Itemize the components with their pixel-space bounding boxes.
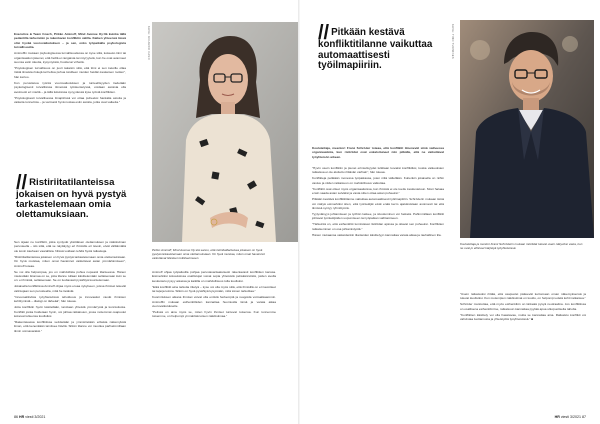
issue-label-right: viesti 3/2021 [560,415,581,419]
photo-credit-left: KUVA: RICARDO CANO [147,26,150,60]
body-paragraph: Hänen mukaansa vaikeidenkin tilanteiden käsittelyyn kannattaa varata aikaa ja rauhallinen tila. [312,232,442,237]
body-paragraph: Kuormituksen aikana ihmiset voivat olla entistä herkempiä ja reagoida voimakkaammin. Aminoffin mukaan esihenkilöiden kannattaa huomioida tämä ja varata aikaa vuorovaikutukselle. [152,295,276,309]
body-paragraph: Konflikteja pelätään monessa työpaikassa, joten niitä vältellään. Kuitenkin jokaisella on niihin vastuu ja niiden ratkaisuun on mahdollisuus vaikuttaa. [312,176,444,185]
lead-text: Koulutettaja, meentori Franz Schröder toteaa, että konfliktit ilmenevät siinä vaiheessa organisaatiota, kun ristiriidat ovat eskaloituneet niin pitkälle, että ne vaikuttavat työyhteisön arkeen. [312,146,444,159]
footer-left [14,415,45,419]
intro-paragraph-4: Kun perustietoa työntä vuorovaikutuksen ja tunteellisyyden tiedetään psykologisesti turvallisissa tiimeissä työskentelyssä, voidaan asioista olla avoimesti eri mieltä – ja tällä lukuisissa syvyydessä kyse työstä konfliktien. [14,80,126,94]
body-paragraph: ”Hyvin usein konfliktin ja pienet erimielisyydet tulkitaan kovaksi konfliktiksi, koska vaikeuksien ratkaisua ei ole aloitettu riittävän varhain”, hän toteaa. [312,166,444,175]
body-paragraph: Se voi olla helpompaa, jos on mahdollista puhua nopeasti tilanteessa. Hänen mielestään ikiomaa on se, jotta tilanne tullaan käsittelemään sellaisenaan kuin se on: ei ihmistä, sellaisenaan. Se on luultavasti pysähtyä kuuntelemaan. [14,269,126,283]
body-paragraph: ”Eikä konfliktit aina tarkoita riitelyä – kyse voi olla myös siitä, että ihmisillä on eri tavoitteet tai tapoja toimia. Silloin on hyvä pysähtyä kysymään, mitä toinen tarkoittaa.” [152,284,276,294]
photo-caption-left: Pirkko Aminoff, Mind Avenue Oy:stä sanoo, että ristiriitatilanteissa jokaisen on hyvä pystyä tarkastelemaan omia olettamuksiaan. On hyvä muistaa, miten omat havainnot vaikuttavat tilanteen tulkitsemiseen. [152,248,265,260]
body-paragraph: ”Konfliktien käsittely voi olla haastavaa, mutta se kannattaa aina. Ratkaistu konflikti voi vahvistaa luottamusta ja yhteistyötä työyhteisössä.” ■ [460,312,586,322]
page-number-right: 87 [582,415,586,419]
portrait-illustration [460,20,594,238]
body-column-2 [152,270,276,320]
footer-right [555,415,586,419]
body-paragraph: ”Usein ratkaisuksi riittää, että osapuolet pääsevät kertomaan oman näkemyksensä ja tulevat kuulluiksi. Kun molempien näkökulmat on kuultu, on helpompi edetä kohti ratkaisua.” [460,292,586,301]
portrait-illustration [152,22,298,242]
right-page [300,0,600,424]
body-paragraph: Jokaisella konfliktissa Aminoff ohjaa myös eroaa nykyiseen, joissa ihmiset tekevät valintojaan sen perusteella, mitä he tietävät. [14,284,126,293]
photo-caption-right: Koulutettaja ja mentori Franz Schröderin mukaan ristiriidat tulevat usein näkyviksi vasta, kun ne ovat jo ehtineet kärjistyä työyhteisössä. [460,242,583,250]
intro-paragraph-1: Executive & Team Coach, Pirkko Aminoff, Mind Avenue Oy:llä kuinka tällä pedantilla tarkemmin ja rakentavan konfliktin valilla. Kaiken yhteensä tässä olisi hyvää vuorovaikutuksen – ja sen, onko työpaikalla psykologista turvallisuutta. [14,32,126,50]
right-body-column-1 [312,166,444,239]
body-paragraph: ”Pelissä on aina myös se, miten hyvin ihmiset tuntevat toisensa. Kun tunnemme toisemme, on helpompi ymmärtää toisen näkökulmaa.” [152,310,276,319]
intro-paragraph-5: ”Psykologisesti turvallisessa ilmapiirissä voi ottaa puheeksi hankalia asioita ja vaikeita tunnelmia – ja varmasti hyvä nostaa esiin asioita, jotka ovat vaikeita.” [14,95,126,105]
right-body-column-2 [460,292,586,323]
page-number-left: 86 [14,415,18,419]
left-pull-quote-text: Ristiriitatilanteissa jokaisen on hyvä pystyä tarkastelemaan omia olettamuksiaan. [16,177,127,221]
intro-column [14,32,126,106]
body-paragraph: ”Ristiriitatilanteissa jokaisen on hyvä pystyä tarkastelemaan omia olettamuksiaan. On hyvä muistaa, miten omat havainnot vaikuttavat asian ymmärtämiseen”, Aminoff toteaa. [14,254,126,268]
left-pull-quote [16,172,130,221]
photo-credit-right: KUVA: TIMO TUOMINEN [451,24,454,59]
body-column-1 [14,240,126,335]
right-pull-quote [318,22,438,72]
body-paragraph: ”Rakentavassa konfliktissa selvitetään ja ymmärretään erilaisia näkemyksiä ilman, että kenenkään tarvitsee hävitä. Silloin tilanne voi muuttua parhaimmillaan tiimin voimavaraksi.” [14,320,126,333]
right-pull-quote-text: Pitkään kestävä konfliktitilanne vaikuttaa automaattisesti työilmapiiriin. [318,27,433,72]
body-paragraph: ”Tärkeintä on, että esihenkilöt tunnistavat ristiriidan ajoissa ja ottavat sen puheeksi. Konfliktien ratkaiseminen on osa johtamistyötä.” [312,222,444,231]
body-paragraph: ”Konfliktit ovat olleet myös organisaatioissa, kun ihmisiä ei ole tuettu keskusteluun. Moni haluaa ensin saada asian selväksi ja vasta sitten ottaa asian puheeksi.” [312,186,444,196]
body-paragraph: Aminoff ohjaa työpaikoilla pohjaa perustavanlaatuisesti rakentavasti konfliktien kanssa. Esimerkiksi kokouksissa osallistujat voivat sopia yhteisistä pelisäännöistä, joiden avulla keskustelu pysyy asiassa ja kaikilla on mahdollisuus tulla kuulluksi. [152,270,276,283]
portrait-photo-man [460,20,594,238]
quote-mark-icon: // [16,172,28,194]
intro-paragraph-3: ”Psykologisen turvallisuus on juuri takaisin siitä, että tiimi ei sen ketoille ollaa riskiä ilmaista riskejä tai hellua puhua toisilleen muiden heidän keskeisen roolien”, hän kertoo. [14,66,126,79]
body-paragraph: Pitkään kestävä konfliktitilanne vaikuttaa automaattisesti työilmapiiriin. Schröderin mukaan tämä voi näkyä esimerkiksi siten, että työntekijät eivät enää kerro ajatuksistaan avoimesti tai että tiimissä syntyy ryhmittymiä. [312,197,444,211]
body-paragraph: Jotta konfliktin hyvin käsitellään, tarvitaan yhteistä ymmärrystä ja kunnioitusta. Konflikti jonka hoidetaan hyvin, voi johtaa ratkaisuun, jossa molemmat osapuolet kokevat tulleensa kuulluiksi. [14,305,126,319]
body-paragraph: Sen sijaan ne konfliktit, jotka syntyvät yksittäisen olettamuksen ja näkökulman perusteella – siis siitä, että se näyttäytyy eri ihmisille eri tavoin, eivät välttämättä ole kovin kauhean vaarallisia. Niissä voidaan tehdä hyviä ratkaisuja. [14,240,126,253]
quote-mark-icon: // [318,22,330,44]
body-paragraph: Tyytyväisyys johtamiseen ja työhön laskee, ja sitoutuminen voi heiketä. Pahimmillaan konfliktit johtavat työntekijöiden uupumiseen tai työpaikan vaihtamiseen. [312,212,444,221]
magazine-name-left: HR [19,415,25,419]
intro-paragraph-2: Aminoffin mukaan psykologisessa turvallisuudessa on kyse siitä, kokeeko tiimi tai organisaation jäsenet, että heillä ei rangaista tai nöyryytetä, kun he ovat avanneet suunsa esiin ideoita, kysymyksiä, huolia tai virheitä. [14,51,126,65]
body-paragraph: Schröder muistuttaa, että myös esihenkilön on tärkeää pysyä neutraalina. Jos konfliktissa on osallisena esihenkilö itse, ratkaisuun kannattaa pyytää apua ulkopuoliselta taholta. [460,302,586,311]
issue-label-left: viesti 3/2021 [25,415,46,419]
lead-paragraph [312,146,444,161]
portrait-photo-woman [152,22,298,242]
magazine-name-right: HR [554,415,560,419]
body-paragraph: ”Innovoaktiivisia työyhteisöissä tehokkuus ja innovaatiot vievät ihmisten kehittymistä – dialogi on tärkeää”, hän toteaa. [14,294,126,304]
